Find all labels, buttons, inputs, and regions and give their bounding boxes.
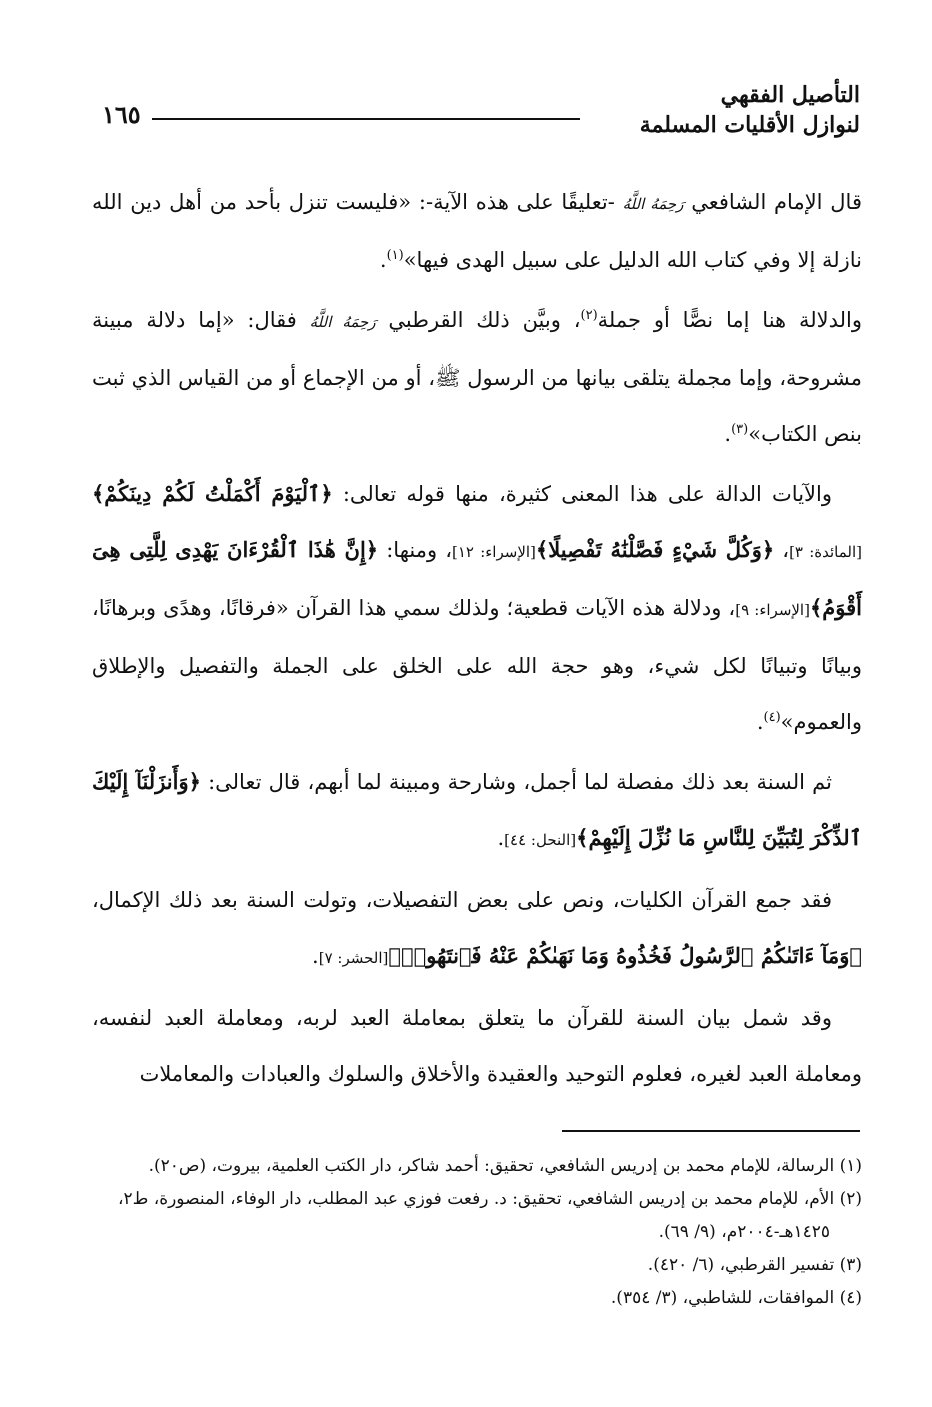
- page-header: [90, 78, 860, 148]
- paragraph-1: [92, 174, 862, 288]
- p2-text-a: والدلالة هنا إما نصًّا أو جملة: [597, 308, 862, 332]
- quran-verse-maidah: ﴿ٱلْيَوْمَ أَكْمَلْتُ لَكُمْ دِينَكُمْ﴾: [92, 481, 333, 506]
- p3-text-b: ،: [774, 538, 790, 562]
- page-number: ١٦٥: [102, 100, 141, 129]
- quran-verse-hashr: ﴿وَمَآ ءَاتَىٰكُمُ ٱلرَّسُولُ فَخُذُوهُ وَمَا نَهَىٰكُمْ عَنْهُ فَٱنتَهُوا۟﴾: [388, 943, 862, 968]
- verse-ref-isra-9: [الإسراء: ٩]: [735, 601, 810, 619]
- quran-verse-isra-12: ﴿وَكُلَّ شَيْءٍ فَصَّلْنَٰهُ تَفْصِيلًا﴾: [535, 537, 775, 562]
- verse-ref-hashr: [الحشر: ٧]: [318, 949, 389, 967]
- quran-verse-isra-9: ﴿إِنَّ هَٰذَا ٱلْقُرْءَانَ يَهْدِى لِلَّتِى هِىَ أَقْوَمُ﴾: [92, 537, 862, 620]
- paragraph-5: [92, 872, 862, 986]
- p3-text-a: والآيات الدالة على هذا المعنى كثيرة، منها قوله تعالى:: [332, 482, 833, 506]
- footnote-divider: [562, 1130, 860, 1132]
- p2-end: .: [724, 422, 732, 446]
- paragraph-6: وقد شمل بيان السنة للقرآن ما يتعلق بمعاملة العبد لربه، ومعاملة العبد لنفسه، ومعاملة العبد لغيره، فعلوم التوحيد والعقيدة والأخلاق والسلوك والعبادات والمعاملات: [92, 1006, 862, 1086]
- footnote-marker-3[interactable]: (٣): [731, 422, 749, 437]
- p2-text-b: ، وبيَّن ذلك القرطبي: [375, 308, 581, 332]
- footnote-marker-4[interactable]: (٤): [763, 710, 781, 725]
- paragraph-3: [92, 466, 862, 750]
- p4-end: .: [497, 826, 505, 850]
- header-divider: [152, 118, 580, 120]
- running-title-line-2: لنوازل الأقليات المسلمة: [639, 112, 860, 138]
- p3-text-d: ، ودلالة هذه الآيات قطعية؛ ولذلك سمي هذا القرآن «فرقانًا، وهدًى وبرهانًا، وبيانًا وتبيانًا لكل شيء، وهو حجة الله على الخلق على الجملة والتفصيل والإطلاق والعموم»: [92, 596, 862, 734]
- honorific-qurtubi: رَحِمَهُ اللَّهُ: [309, 313, 376, 331]
- p3-text-c: ، ومنها:: [378, 538, 452, 562]
- footnote-3: (٣) تفسير القرطبي، (٦/ ٤٢٠).: [647, 1255, 862, 1275]
- footnote-2: (٢) الأم، للإمام محمد بن إدريس الشافعي، تحقيق: د. رفعت فوزي عبد المطلب، دار الوفاء، المنصورة، ط٢،: [117, 1189, 862, 1209]
- p1-end: .: [379, 248, 387, 272]
- footnotes: [92, 1150, 862, 1315]
- footnote-marker-1[interactable]: (١): [386, 248, 404, 263]
- footnote-1: (١) الرسالة، للإمام محمد بن إدريس الشافعي، تحقيق: أحمد شاكر، دار الكتب العلمية، بيروت، (ص٢٠).: [148, 1156, 862, 1176]
- p5-text-a: فقد جمع القرآن الكليات، ونص على بعض التفصيلات، وتولت السنة بعد ذلك الإكمال،: [92, 888, 832, 912]
- p4-text-a: ثم السنة بعد ذلك مفصلة لما أجمل، وشارحة ومبينة لما أبهم، قال تعالى:: [200, 770, 832, 794]
- p1-text-a: قال الإمام الشافعي: [691, 190, 862, 214]
- honorific-shafii: رَحِمَهُ اللَّهُ: [622, 195, 684, 213]
- footnote-2-continued: ١٤٢٥هـ-٢٠٠٤م، (٩/ ٦٩).: [658, 1222, 830, 1242]
- footnote-marker-2[interactable]: (٢): [580, 308, 598, 323]
- quran-verse-nahl: ﴿وَأَنزَلْنَآ إِلَيْكَ ٱلذِّكْرَ لِتُبَيِّنَ لِلنَّاسِ مَا نُزِّلَ إِلَيْهِمْ﴾: [92, 769, 862, 850]
- footnote-4: (٤) الموافقات، للشاطبي، (٣/ ٣٥٤).: [610, 1288, 862, 1308]
- p5-end: .: [312, 944, 319, 968]
- verse-ref-isra-12: [الإسراء: ١٢]: [452, 543, 536, 561]
- paragraph-2: [92, 292, 862, 462]
- verse-ref-maidah: [المائدة: ٣]: [789, 543, 862, 561]
- running-title-line-1: التأصيل الفقهي: [720, 82, 860, 108]
- verse-ref-nahl: [النحل: ٤٤]: [504, 831, 577, 849]
- p1-text-b: -تعليقًا على هذه الآية-: «فليست تنزل بأحد من أهل دين الله نازلة إلا وفي كتاب الله الدليل على سبيل الهدى فيها»: [92, 190, 862, 272]
- paragraph-4: [92, 754, 862, 868]
- running-title: [640, 80, 860, 140]
- p2-text-c: فقال: «إما دلالة مبينة مشروحة، وإما مجملة يتلقى بيانها من الرسول ﷺ، أو من الإجماع أو من القياس الذي ثبت بنص الكتاب»: [92, 308, 862, 446]
- p3-end: .: [756, 710, 764, 734]
- main-text: [92, 174, 862, 1106]
